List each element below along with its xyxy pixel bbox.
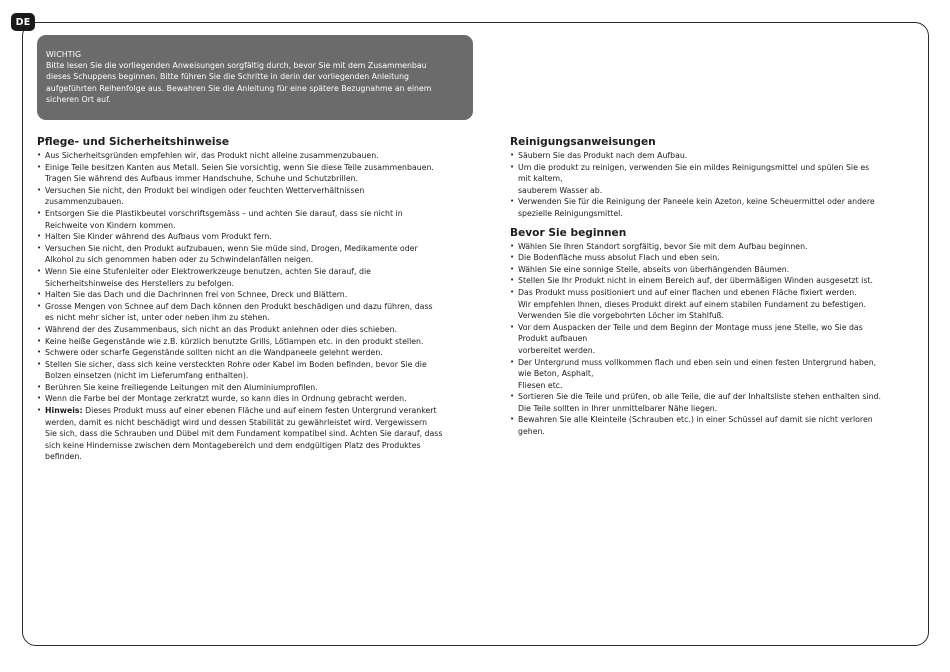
list-item-line: • Wählen Sie eine sonnige Stelle, abseits von überhängenden Bäumen. — [518, 264, 790, 274]
list-item-line: • Grosse Mengen von Schnee auf dem Dach können den Produkt beschädigen und dazu führen, dass — [45, 301, 433, 311]
list-item — [37, 301, 473, 324]
cleaning-heading: Reinigungsanweisungen — [510, 136, 656, 148]
list-item-line: Die Teile sollten in Ihrer unmittelbarer Nähe liegen. — [518, 403, 718, 413]
warning-box — [37, 35, 473, 120]
warning-line: dieses Schuppens beginnen. Bitte führen Sie die Schritte in derin der vorliegenden Anleitung — [46, 72, 409, 82]
list-item-line: vorbereitet werden. — [518, 345, 596, 355]
list-item — [37, 231, 473, 243]
list-item-line: • Entsorgen Sie die Plastikbeutel vorschriftsgemäss – und achten Sie darauf, dass sie nicht in — [45, 208, 403, 218]
care-safety-list — [37, 150, 473, 463]
before-start-list — [510, 241, 910, 438]
list-item — [37, 347, 473, 359]
list-item — [510, 391, 910, 414]
list-item-line: • Keine heiße Gegenstände wie z.B. kürzlich benutzte Grills, Lötlampen etc. in den produkt stellen. — [45, 336, 424, 346]
before-start-heading: Bevor Sie beginnen — [510, 226, 627, 239]
cleaning-list — [510, 150, 910, 220]
list-item-line: Wir empfehlen Ihnen, dieses Produkt direkt auf einem stabilen Fundament zu befestigen. — [518, 299, 866, 309]
list-item — [510, 196, 910, 219]
list-item — [37, 324, 473, 336]
list-item-line: sauberem Wasser ab. — [518, 185, 603, 195]
list-item — [37, 162, 473, 185]
list-item-line: • Einige Teile besitzen Kanten aus Metall. Seien Sie vorsichtig, wenn Sie diese Teile zusammenbauen. — [45, 162, 434, 172]
list-item-line: Produkt aufbauen — [518, 334, 588, 344]
list-item — [37, 336, 473, 348]
list-item-line: • Vor dem Auspacken der Teile und dem Beginn der Montage muss jene Stelle, wo Sie das — [518, 322, 863, 332]
list-item-line: • Versuchen Sie nicht, den Produkt aufzubauen, wenn Sie müde sind, Drogen, Medikamente oder — [45, 243, 418, 253]
list-item-line: • Das Produkt muss positioniert und auf einer flachen und ebenen Fläche fixiert werden. — [518, 287, 857, 297]
list-item-line: Tragen Sie während des Aufbaus immer Handschuhe, Schuhe und Schutzbrillen. — [45, 174, 359, 184]
list-item — [510, 252, 910, 264]
list-item — [510, 264, 910, 276]
list-item-line: Reichweite von Kindern kommen. — [45, 220, 176, 230]
right-column — [510, 136, 910, 438]
list-item-line: wie Beton, Asphalt, — [518, 369, 594, 379]
list-item — [37, 382, 473, 394]
list-item-line: • Um die produkt zu reinigen, verwenden Sie ein mildes Reinigungsmittel und spülen Sie es — [518, 162, 870, 172]
list-item-line: • Schwere oder scharfe Gegenstände sollten nicht an die Wandpaneele gelehnt werden. — [45, 348, 383, 358]
list-item-line: • Wenn die Farbe bei der Montage zerkratzt wurde, so kann dies in Ordnung gebracht werden. — [45, 394, 407, 404]
list-item-line: • Die Bodenfläche muss absolut Flach und eben sein. — [518, 253, 720, 263]
list-item-line: gehen. — [518, 427, 545, 437]
list-item — [510, 150, 910, 162]
list-item-line: • Wenn Sie eine Stufenleiter oder Elektrowerkzeuge benutzen, achten Sie darauf, die — [45, 266, 371, 276]
list-item — [37, 289, 473, 301]
list-item — [37, 185, 473, 208]
list-item — [37, 266, 473, 289]
list-item — [37, 393, 473, 405]
list-item-line: • Bewahren Sie alle Kleinteile (Schrauben etc.) in einer Schüssel auf damit sie nicht verloren — [518, 415, 873, 425]
hint-line: sich keine Hindernisse zwischen dem Montagebereich und dem endgültigen Platz des Produktes — [45, 440, 421, 450]
list-item-line: mit kaltem, — [518, 174, 563, 184]
hint-line: befinden. — [45, 452, 82, 462]
list-item-line: Bolzen einsetzen (nicht im Lieferumfang enthalten). — [45, 371, 249, 381]
list-item-line: • Säubern Sie das Produkt nach dem Aufbau. — [518, 151, 688, 160]
hint-text: Dieses Produkt muss auf einer ebenen Fläche und auf einem festen Untergrund verankert — [82, 406, 437, 416]
list-item — [510, 162, 910, 197]
list-item-line: • Der Untergrund muss vollkommen flach und eben sein und einen festen Untergrund haben, — [518, 357, 877, 367]
list-item-line: • Halten Sie Kinder während des Aufbaus vom Produkt fern. — [45, 232, 272, 242]
list-item-line: • Versuchen Sie nicht, den Produkt bei windigen oder feuchten Wetterverhältnissen — [45, 185, 365, 195]
warning-text — [46, 60, 464, 105]
list-item — [510, 275, 910, 287]
list-item-line: es nicht mehr sicher ist, unter oder neben ihm zu stehen. — [45, 313, 270, 323]
list-item — [510, 287, 910, 322]
list-item — [37, 359, 473, 382]
list-item-line: Fliesen etc. — [518, 380, 563, 390]
language-badge: DE — [11, 13, 35, 31]
list-item-line: Sicherheitshinweise des Herstellers zu befolgen. — [45, 278, 235, 288]
list-item — [37, 150, 473, 162]
list-item-line: zusammenzubauen. — [45, 197, 124, 207]
warning-line: sicheren Ort auf. — [46, 94, 111, 104]
hint-label: Hinweis: — [45, 406, 83, 416]
list-item-line: • Berühren Sie keine freiliegende Leitungen mit den Aluminiumprofilen. — [45, 382, 318, 392]
list-item-line: • Wählen Sie Ihren Standort sorgfältig, bevor Sie mit dem Aufbau beginnen. — [518, 241, 808, 251]
list-item-line: • Stellen Sie Ihr Produkt nicht in einem Bereich auf, der übermäßigen Winden ausgesetzt ist. — [518, 276, 873, 286]
warning-line: Bitte lesen Sie die vorliegenden Anweisungen sorgfältig durch, bevor Sie mit dem Zusammenbau — [46, 61, 427, 71]
hint-first-line — [45, 405, 473, 417]
list-item — [37, 208, 473, 231]
hint-item — [37, 405, 473, 463]
list-item-line: • Aus Sicherheitsgründen empfehlen wir, das Produkt nicht alleine zusammenzubauen. — [45, 151, 379, 160]
list-item-line: • Stellen Sie sicher, dass sich keine versteckten Rohre oder Kabel im Boden befinden, bevor Sie die — [45, 359, 427, 369]
list-item — [510, 241, 910, 253]
list-item-line: • Während der des Zusammenbaus, sich nicht an das Produkt anlehnen oder dies schieben. — [45, 324, 398, 334]
list-item-line: Alkohol zu sich genommen haben oder zu Schwindelanfällen neigen. — [45, 255, 314, 265]
care-safety-section — [37, 136, 473, 463]
hint-line: werden, damit es nicht beschädigt wird und dessen Stabilität zu gewährleistet wird. Vergewissern — [45, 417, 428, 427]
warning-title: WICHTIG — [46, 50, 82, 59]
list-item-line: spezielle Reinigungsmittel. — [518, 208, 623, 218]
list-item-line: • Verwenden Sie für die Reinigung der Paneele kein Azeton, keine Scheuermittel oder andere — [518, 197, 875, 207]
list-item — [37, 243, 473, 266]
list-item — [510, 357, 910, 392]
list-item-line: • Sortieren Sie die Teile und prüfen, ob alle Teile, die auf der Inhaltsliste stehen enthalten sind. — [518, 392, 881, 402]
hint-line: Sie sich, dass die Schrauben und Dübel mit dem Fundament kompatibel sind. Achten Sie darauf, dass — [45, 429, 443, 439]
warning-line: aufgeführten Reihenfolge aus. Bewahren Sie die Anleitung für eine spätere Bezugnahme an einem — [46, 83, 432, 93]
list-item-line: • Halten Sie das Dach und die Dachrinnen frei von Schnee, Dreck und Blättern. — [45, 290, 348, 300]
care-safety-heading: Pflege- und Sicherheitshinweise — [37, 136, 230, 148]
list-item-line: Verwenden Sie die vorgebohrten Löcher im Stahlfuß. — [518, 311, 725, 321]
list-item — [510, 322, 910, 357]
list-item — [510, 414, 910, 437]
